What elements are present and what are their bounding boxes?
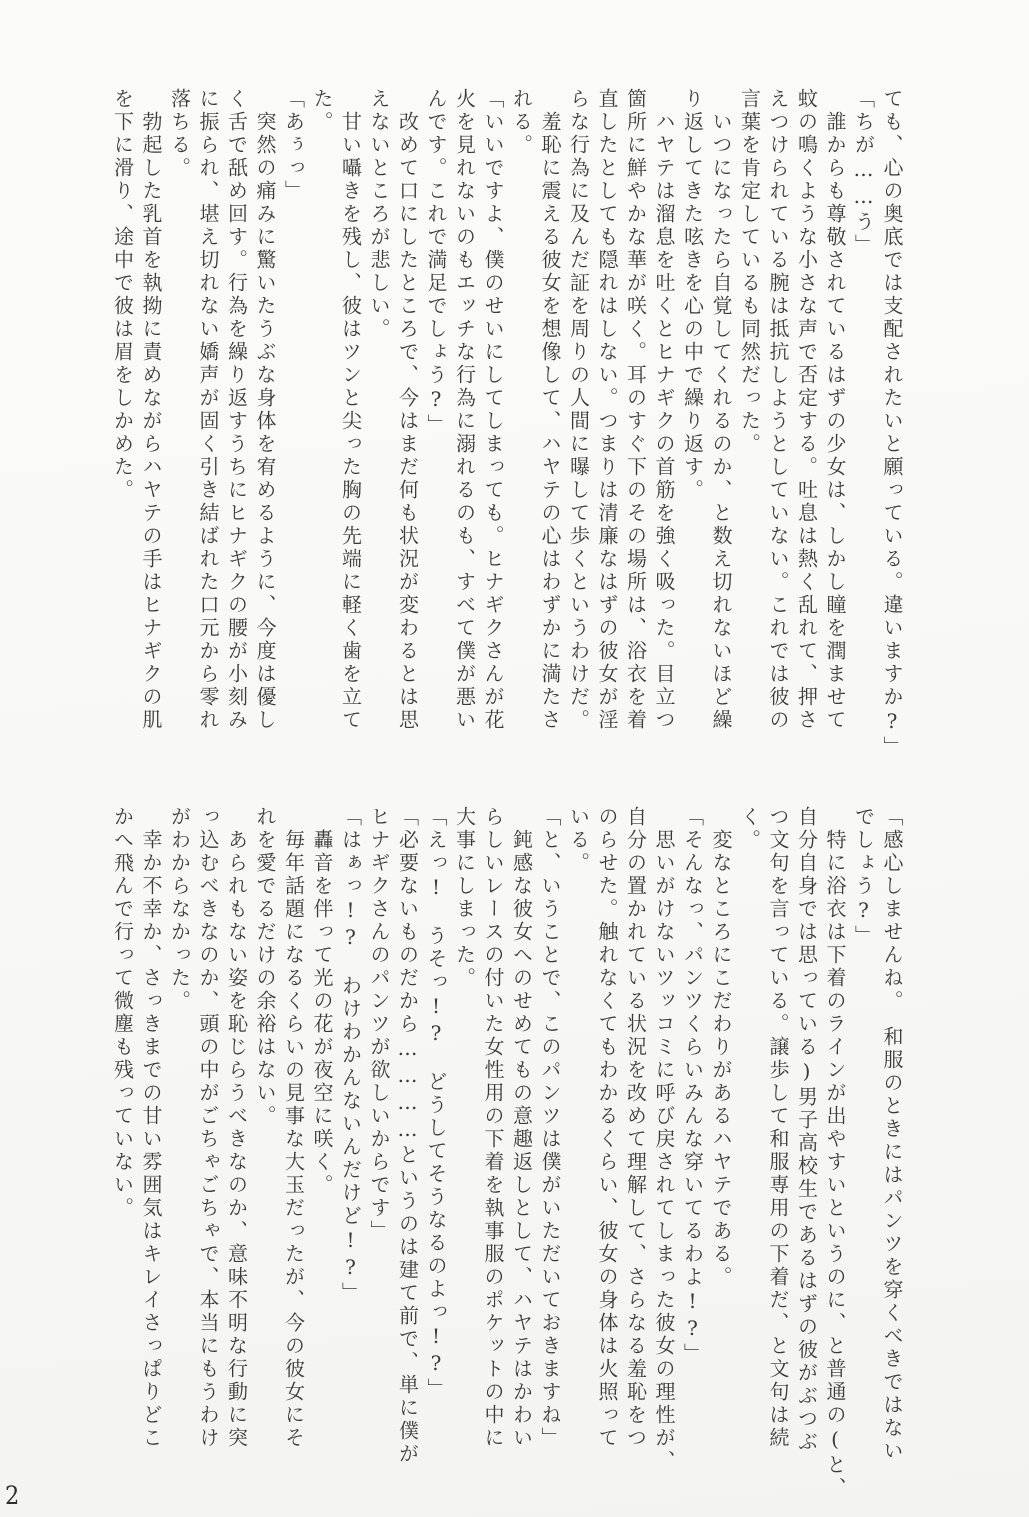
text-column: 落ちる。 xyxy=(167,88,192,180)
text-column: に振られ、堪え切れない嬌声が固く引き結ばれた口元から零れ xyxy=(196,88,220,732)
text-column: 大事にしまった。 xyxy=(452,806,477,990)
text-column: かへ飛んで行って微塵も残っていない。 xyxy=(110,806,135,1220)
text-column: 変なところにこだわりがあるハヤテである。 xyxy=(709,806,733,1289)
text-column: ハヤテは溜息を吐くとヒナギクの首筋を強く吸った。目立つ xyxy=(652,88,676,732)
text-column: ヒナギクさんのパンツが欲しいからです」 xyxy=(367,806,391,1243)
text-column: でしょう?」 xyxy=(851,806,876,948)
text-column: を下に滑り、途中で彼は眉をしかめた。 xyxy=(110,88,135,502)
text-column: 「いいですよ、僕のせいにしてしまっても。ヒナギクさんが花 xyxy=(481,88,505,732)
text-column: 「そんなっ、パンツくらいみんな穿いてるわよ!?」 xyxy=(680,806,705,1366)
text-column: 直したとしても隠れはしない。つまりは清廉なはずの彼女が淫 xyxy=(595,88,619,732)
text-column: っ込むべきなのか、頭の中がごちゃごちゃで、本当にもうわけ xyxy=(196,806,220,1450)
text-column: 「必要ないものだから…………というのは建て前で、単に僕が xyxy=(395,806,420,1466)
text-column: 羞恥に震える彼女を想像して、ハヤテの心はわずかに満たさ xyxy=(538,88,562,732)
text-column: 自分の置かれている状況を改めて理解して、さらなる羞恥をつ xyxy=(623,806,648,1450)
text-column: 言葉を肯定しているも同然だった。 xyxy=(737,88,762,456)
text-column: 「はぁっ!? わけわかんないんだけど!?」 xyxy=(338,806,363,1305)
text-column: 「ちが……う」 xyxy=(851,88,876,257)
text-column: 思いがけないツッコミに呼び戻されてしまった彼女の理性が、 xyxy=(652,806,676,1473)
text-column: 「感心しませんね。 和服のときにはパンツを穿くべきではない xyxy=(880,806,904,1463)
text-column: り返してきた呟きを心の中で繰り返す。 xyxy=(680,88,705,502)
text-column: 毎年話題になるくらいの見事な大玉だったが、今の彼女にそ xyxy=(281,806,306,1450)
text-column: く舌で舐め回す。行為を繰り返すうちにヒナギクの腰が小刻み xyxy=(224,88,249,732)
text-column: 蚊の鳴くような小さな声で否定する。吐息は熱く乱れて、押さ xyxy=(794,88,819,732)
text-column: あられもない姿を恥じらうべきなのか、意味不明な行動に突 xyxy=(224,806,249,1450)
text-column: 自分自身では思っている)男子高校生であるはずの彼がぶつぶ xyxy=(794,806,819,1454)
text-column: んです。これで満足でしょう?」 xyxy=(424,88,448,437)
text-column: れを愛でるだけの余裕はない。 xyxy=(253,806,277,1128)
text-column: がわからなかった。 xyxy=(167,806,192,1013)
text-column: 誰からも尊敬されているはずの少女は、しかし瞳を潤ませて xyxy=(823,88,847,732)
text-column: ても、心の奥底では支配されたいと願っている。違いますか?」 xyxy=(880,88,904,759)
text-column: らな行為に及んだ証を周りの人間に曝して歩くというわけだ。 xyxy=(566,88,591,732)
text-column: 改めて口にしたところで、今はまだ何も状況が変わるとは思 xyxy=(395,88,420,732)
text-column: つ文句を言っている。譲歩して和服専用の下着だ、と文句は続 xyxy=(766,806,790,1450)
text-column: 火を見れないのもエッチな行為に溺れるのも、すべて僕が悪い xyxy=(452,88,477,732)
text-column: 突然の痛みに驚いたうぶな身体を宥めるように、今度は優し xyxy=(253,88,277,732)
text-column: 「えっ! うそっ!? どうしてそうなるのよっ!?」 xyxy=(424,806,448,1401)
text-column: 鈍感な彼女へのせめてもの意趣返しとして、ハヤテはかわい xyxy=(509,806,534,1450)
top-text-block xyxy=(106,88,906,760)
text-column: らしいレースの付いた女性用の下着を執事服のポケットの中に xyxy=(481,806,505,1450)
text-column: 特に浴衣は下着のラインが出やすいというのに、と普通の(と、 xyxy=(823,806,847,1500)
text-column: いる。 xyxy=(566,806,591,875)
bottom-text-block xyxy=(106,806,906,1500)
text-column: いつになったら自覚してくれるのか、と数え切れないほど繰 xyxy=(709,88,733,732)
text-column: えないところが悲しい。 xyxy=(367,88,391,341)
text-column: のらせた。触れなくてもわかるくらい、彼女の身体は火照って xyxy=(595,806,619,1450)
text-column: 「と、いうことで、このパンツは僕がいただいておきますね」 xyxy=(538,806,562,1450)
text-column: 勃起した乳首を執拗に責めながらハヤテの手はヒナギクの肌 xyxy=(139,88,163,732)
text-column: 「あぅっ」 xyxy=(281,88,306,203)
text-column: 轟音を伴って光の花が夜空に咲く。 xyxy=(310,806,334,1197)
text-column: 甘い囁きを残し、彼はツンと尖った胸の先端に軽く歯を立て xyxy=(338,88,363,732)
text-column: た。 xyxy=(310,88,334,134)
text-column: れる。 xyxy=(509,88,534,157)
text-column: 箇所に鮮やかな華が咲く。耳のすぐ下のその場所は、浴衣を着 xyxy=(623,88,648,732)
text-column: えつけられている腕は抵抗しようとしていない。これでは彼の xyxy=(766,88,790,732)
page-number: 2 xyxy=(5,1481,20,1510)
text-column: く。 xyxy=(737,806,762,852)
text-column: 幸か不幸か、さっきまでの甘い雰囲気はキレイさっぱりどこ xyxy=(139,806,163,1450)
